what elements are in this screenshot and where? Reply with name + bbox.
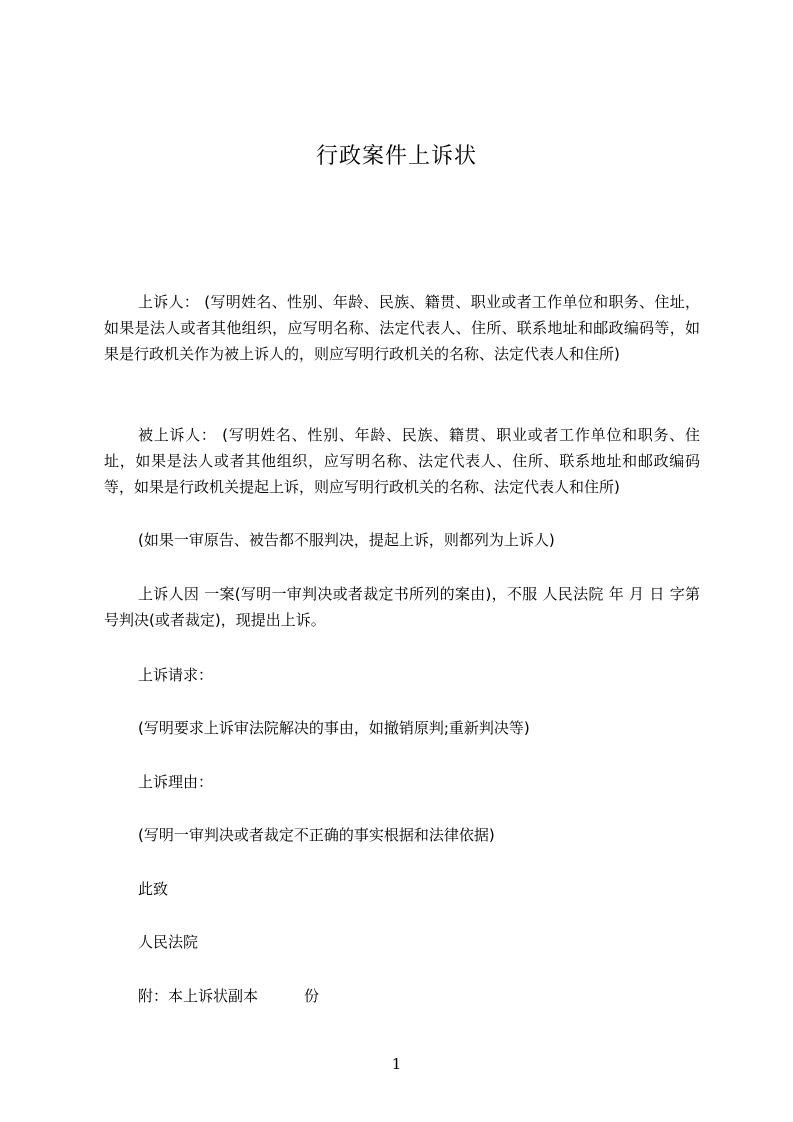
case-statement-paragraph: 上诉人因 一案(写明一审判决或者裁定书所列的案由)，不服 人民法院 年 月 日 字第 号判决(或者裁定)，现提出上诉。 [104, 585, 700, 629]
request-heading: 上诉请求： [138, 666, 214, 684]
attachment-line [138, 983, 319, 1009]
attachment-unit: 份 [304, 987, 320, 1005]
appellant-paragraph: 上诉人： (写明姓名、性别、年龄、民族、籍贯、职业或者工作单位和职务、住址，如果是法人或者其他组织，应写明名称、法定代表人、住所、联系地址和邮政编码等，如果是行政机关作为被上诉人的，则应写明行政机关的名称、法定代表人和住所) [104, 293, 700, 363]
court-name: 人民法院 [138, 933, 199, 951]
reason-note: (写明一审判决或者裁定不正确的事实根据和法律依据) [138, 826, 495, 844]
closing-salutation: 此致 [138, 880, 169, 898]
both-parties-note: (如果一审原告、被告都不服判决，提起上诉，则都列为上诉人) [138, 531, 555, 549]
document-title: 行政案件上诉状 [315, 144, 477, 169]
request-note: (写明要求上诉审法院解决的事由，如撤销原判;重新判决等) [138, 719, 530, 737]
reason-heading: 上诉理由： [138, 773, 214, 791]
page-number: 1 [391, 1055, 402, 1073]
attachment-label: 附：本上诉状副本 [138, 987, 259, 1005]
appellee-paragraph: 被上诉人： (写明姓名、性别、年龄、民族、籍贯、职业或者工作单位和职务、住址，如果是法人或者其他组织，应写明名称、法定代表人、住所、联系地址和邮政编码等，如果是行政机关提起上诉，则应写明行政机关的名称、法定代表人和住所) [104, 426, 700, 496]
